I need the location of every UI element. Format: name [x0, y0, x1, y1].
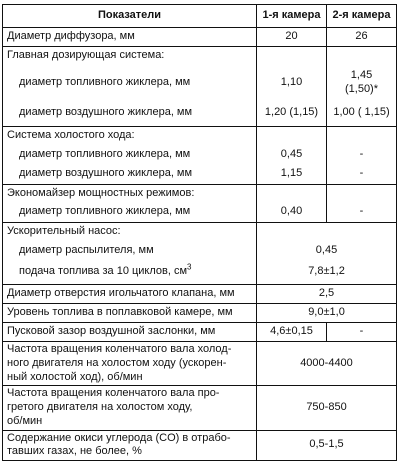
row-label: [3, 342, 257, 386]
row-value-chamber-1: 1,20 (1,15): [257, 101, 327, 127]
row-value-chamber-2: 1,00 ( 1,15): [327, 101, 397, 127]
row-value-chamber-1: 1,10: [257, 65, 327, 101]
row-value-chamber-1: 1,15: [257, 165, 327, 185]
table-row: [3, 203, 397, 223]
table-row: [3, 165, 397, 185]
row-value-both: 750-850: [257, 386, 397, 430]
value-line: (1,50)*: [344, 82, 379, 95]
label-line: гретого двигателя на холостом ходу,: [7, 401, 193, 413]
label-line: Частота вращения коленчатого вала холод-: [7, 343, 232, 355]
table-row: [3, 127, 397, 145]
table-row: [3, 241, 397, 261]
superscript: 3: [187, 262, 192, 272]
table-row: [3, 342, 397, 386]
row-label: Пусковой зазор воздушной заслонки, мм: [3, 323, 257, 342]
row-label: диаметр топливного жиклера, мм: [3, 65, 257, 101]
row-value-both: 7,8±1,2: [257, 261, 397, 285]
table-row: [3, 65, 397, 101]
row-label: диаметр воздушного жиклера, мм: [3, 101, 257, 127]
table-row: [3, 430, 397, 461]
table-row: [3, 145, 397, 165]
row-value-both: 0,45: [257, 241, 397, 261]
row-label: Диаметр отверстия игольчатого клапана, мм: [3, 285, 257, 304]
table-row: [3, 223, 397, 241]
value-line: 1,45: [350, 68, 373, 81]
table-header-row: [3, 5, 397, 28]
row-value-chamber-1: 0,40: [257, 203, 327, 223]
row-label: [3, 386, 257, 430]
table-row: [3, 185, 397, 203]
row-label-text: подача топлива за 10 циклов, см: [19, 265, 188, 278]
row-value-chamber-2: [327, 65, 397, 101]
table-row: [3, 304, 397, 323]
row-value-chamber-2: -: [327, 165, 397, 185]
row-value-chamber-1: 0,45: [257, 145, 327, 165]
table-row: [3, 47, 397, 65]
table-row: [3, 285, 397, 304]
row-value-chamber-1: 20: [257, 28, 327, 47]
section-label: Ускорительный насос:: [3, 223, 257, 241]
table-row: [3, 28, 397, 47]
row-value-chamber-2: -: [327, 323, 397, 342]
header-parameters: Показатели: [3, 5, 257, 28]
table-row: [3, 323, 397, 342]
row-value-both: 0,5-1,5: [257, 430, 397, 461]
row-label: диаметр топливного жиклера, мм: [3, 145, 257, 165]
label-line: об/мин: [7, 414, 43, 427]
row-label: Диаметр диффузора, мм: [3, 28, 257, 47]
label-line: Частота вращения коленчатого вала про-: [7, 387, 220, 400]
header-chamber-1: 1-я камера: [257, 5, 327, 28]
row-label: диаметр воздушного жиклера, мм: [3, 165, 257, 185]
row-value-both: 2,5: [257, 285, 397, 304]
label-line: Содержание окиси углерода (CO) в отрабо-: [7, 431, 231, 444]
row-label: диаметр распылителя, мм: [3, 241, 257, 261]
row-value-chamber-2: 26: [327, 28, 397, 47]
section-label: Система холостого хода:: [3, 127, 257, 145]
row-value-chamber-2: -: [327, 145, 397, 165]
section-label: Главная дозирующая система:: [3, 47, 257, 65]
row-value-chamber-2: -: [327, 203, 397, 223]
row-value-chamber-1: 4,6±0,15: [257, 323, 327, 342]
row-value-both: 9,0±1,0: [257, 304, 397, 323]
row-label: [3, 430, 257, 461]
row-label: Уровень топлива в поплавковой камере, мм: [3, 304, 257, 323]
label-line: тавших газах, не более, %: [7, 445, 142, 458]
row-label: [3, 261, 257, 285]
label-line: ный холостой ход), об/мин: [7, 370, 143, 383]
table-row: [3, 386, 397, 430]
label-line: ного двигателя на холостом ходу (ускорен-: [7, 356, 227, 369]
table-row: [3, 261, 397, 285]
row-label: диаметр топливного жиклера, мм: [3, 203, 257, 223]
carburetor-parameters-table: [2, 4, 397, 461]
table-row: [3, 101, 397, 127]
row-value-both: 4000-4400: [257, 342, 397, 386]
section-label: Экономайзер мощностных режимов:: [3, 185, 257, 203]
header-chamber-2: 2-я камера: [327, 5, 397, 28]
